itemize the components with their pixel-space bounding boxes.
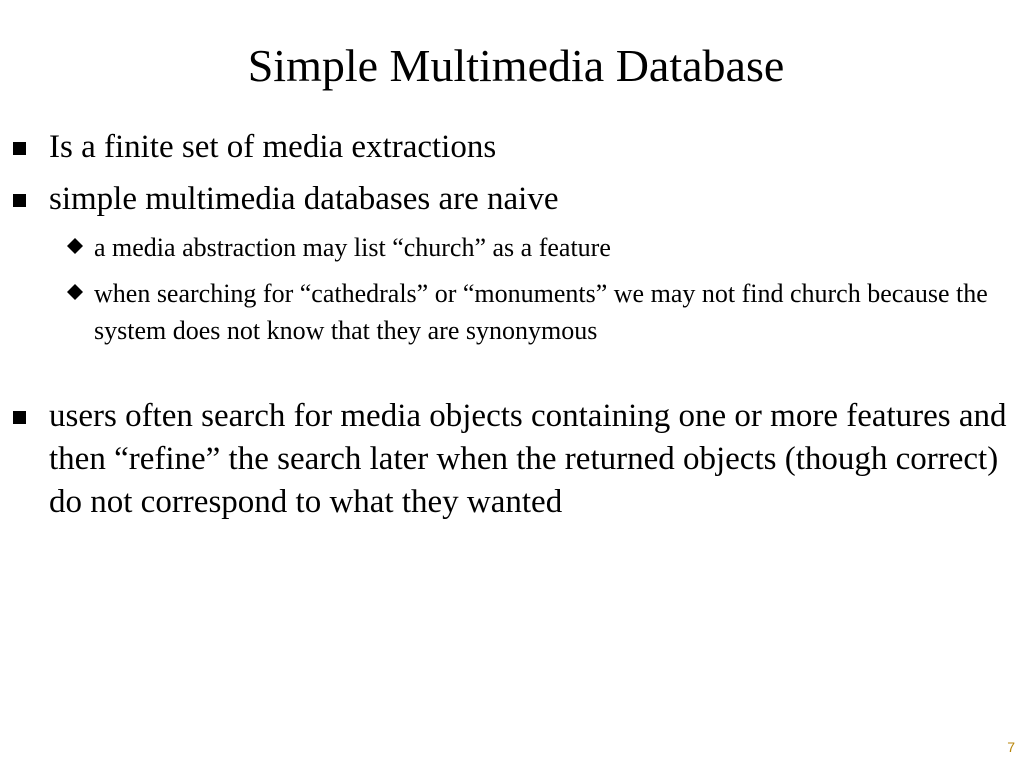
bullet-text: users often search for media objects containing one or more features and then “refine” the search later when the returned objects (though correct) do not correspond to what they wanted (49, 398, 1007, 520)
bullet-text: simple multimedia databases are naive (49, 181, 559, 217)
diamond-bullet-icon (66, 283, 84, 301)
bullet-item (0, 395, 1010, 567)
sub-bullet-item (0, 229, 1010, 266)
square-bullet-icon (13, 194, 26, 207)
bullet-text: Is a finite set of media extractions (49, 129, 497, 165)
diamond-bullet-icon (66, 237, 84, 255)
bullet-item (0, 126, 1010, 169)
sub-bullet-text: when searching for “cathedrals” or “monuments” we may not find church because the system does not know that they are synonymous (94, 279, 988, 345)
slide-title: Simple Multimedia Database (247, 40, 785, 91)
sub-bullet-item (0, 275, 1010, 386)
bullet-item (0, 178, 1010, 221)
sub-bullet-text: a media abstraction may list “church” as a feature (94, 233, 611, 262)
page-number: 7 (1007, 739, 1015, 755)
square-bullet-icon (13, 142, 26, 155)
square-bullet-icon (13, 411, 26, 424)
